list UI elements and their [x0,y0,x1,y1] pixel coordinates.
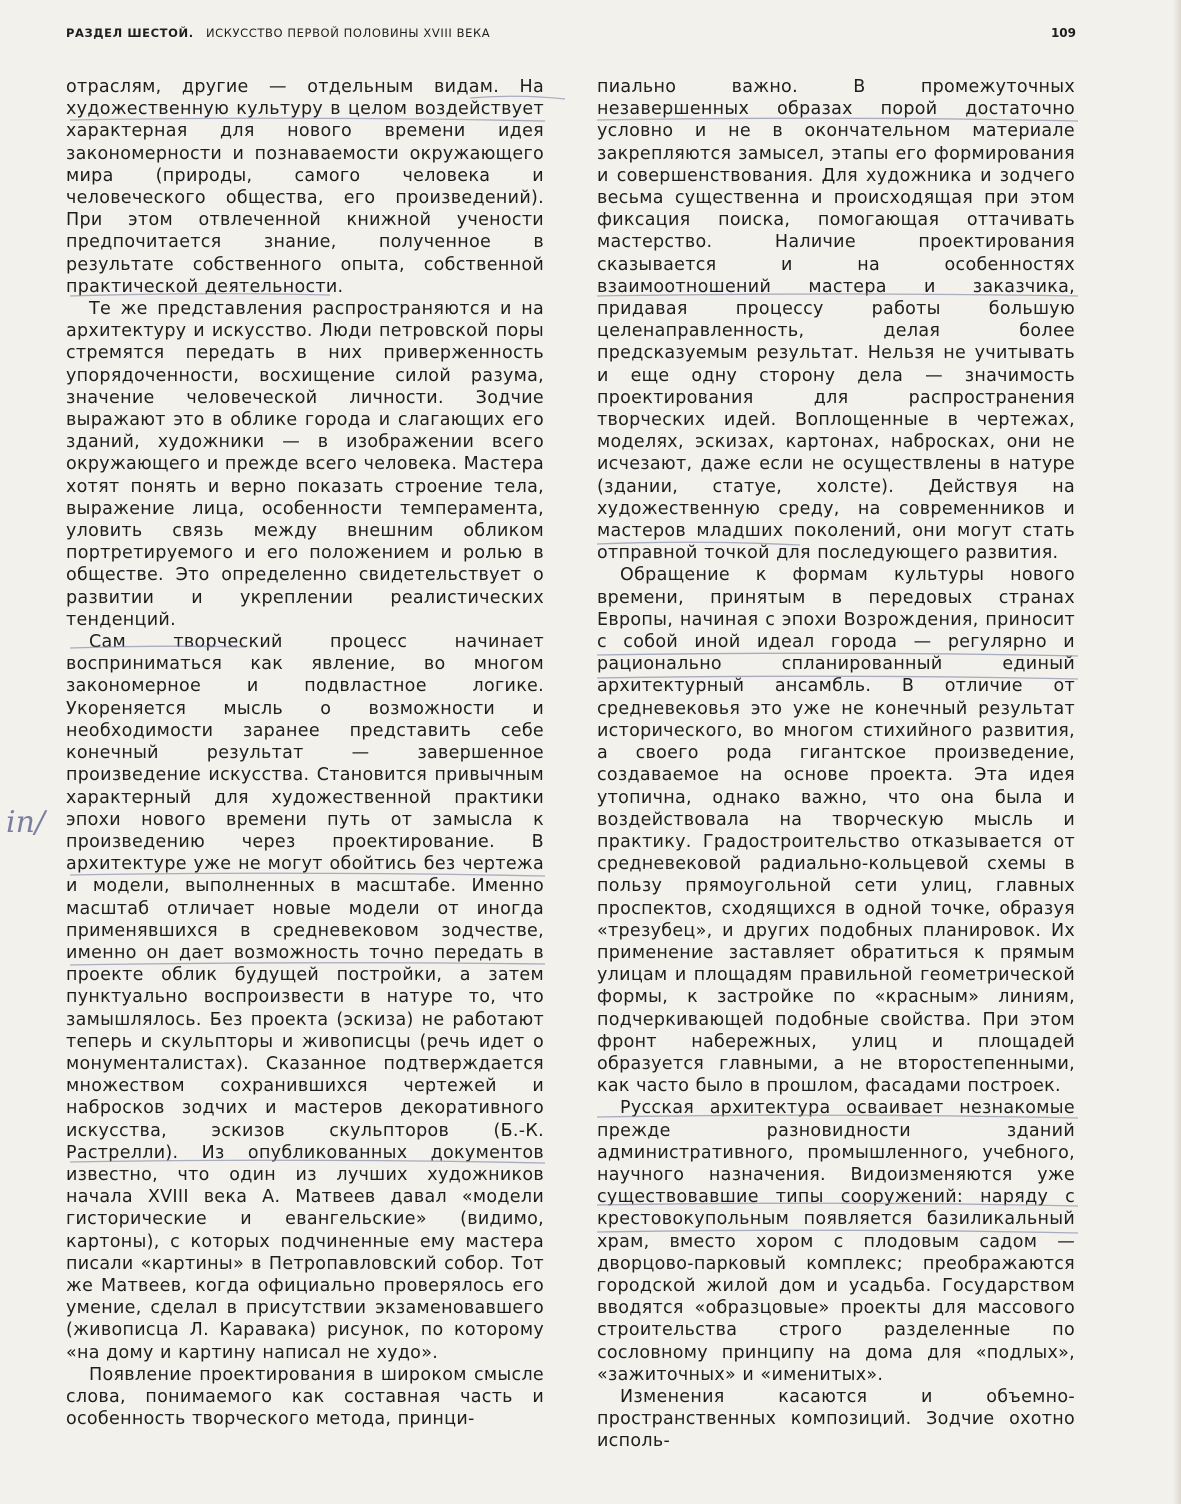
running-head [66,26,1076,50]
paragraph: отраслям, другие — отдельным видам. На художественную культуру в целом воздействует характерная для нового времени идея закономерности и познаваемости окружающего мира (природы, самого человека и человеческого общества, его произведений). При этом отвлеченной книжной учености предпочитается знание, полученное в результате собственного опыта, собственной практической деятельности. [66,77,544,297]
section-label: РАЗДЕЛ ШЕСТОЙ. [66,26,194,40]
right-column [597,76,1075,1453]
paragraph: Появление проектирования в широком смысле слова, понимаемого как составная часть и особенность творческого метода, принци- [66,1364,544,1430]
paragraph: пиально важно. В промежуточных незавершенных образах порой достаточно условно и не в окончательном материале закрепляются замысел, этапы его формирования и совершенствования. Для художника и зодчего весьма существенна и происходящая при этом фиксация поиска, помогающая оттачивать мастерство. Наличие проектирования сказывается и на особенностях взаимоотношений мастера и заказчика, придавая процессу работы большую целенаправленность, делая более предсказуемым результат. Нельзя не учитывать и еще одну сторону дела — значимость проектирования для распространения творческих идей. Воплощенные в чертежах, моделях, эскизах, картонах, набросках, они не исчезают, даже если не осуществлены в натуре (здании, статуе, холсте). Действуя на художественную среду, на современников и мастеров младших поколений, они могут стать отправной точкой для последующего развития. [597,77,1075,564]
handwritten-margin-note: in/ [6,805,46,840]
page-edge-shadow [1173,0,1181,1504]
page-number: 109 [1050,26,1076,40]
chapter-title: ИСКУССТВО ПЕРВОЙ ПОЛОВИНЫ XVIII ВЕКА [205,26,491,40]
paragraph: Русская архитектура осваивает незнакомые прежде разновидности зданий административного, промышленного, учебного, научного назначения. Видоизменяются уже существовавшие типы сооружений: наряду с крестовокупольным появляется базиликальный храм, вместо хором с плодовым садом — дворцово-парковый комплекс; преображаются городской жилой дом и усадьба. Государством вводятся «образцовые» проекты для массового строительства строго разделенные по сословному принципу на дома для «подлых», «зажиточных» и «именитых». [597,1098,1075,1385]
paragraph: Изменения касаются и объемно-пространственных композиций. Зодчие охотно исполь- [597,1386,1075,1452]
paragraph: Обращение к формам культуры нового времени, принятым в передовых странах Европы, начиная с эпохи Возрождения, приносит с собой иной идеал города — регулярно и рационально спланированный единый архитектурный ансамбль. В отличие от средневековья это уже не конечный результат исторического, во многом стихийного развития, а своего рода гигантское произведение, создаваемое на основе проекта. Эта идея утопична, однако важно, что она была и воздействовала на творческую мысль и практику. Градостроительство отказывается от средневековой радиально-кольцевой схемы в пользу прямоугольной сети улиц, главных проспектов, сходящихся в одной точке, образуя «трезубец», и других подобных планировок. Их применение заставляет обратиться к прямым улицам и площадям правильной геометрической формы, к застройке по «красным» линиям, подчеркивающей подобные свойства. При этом фронт набережных, улиц и площадей образуется главными, а не второстепенными, как часто было в прошлом, фасадами построек. [597,565,1075,1097]
left-column [66,76,544,1430]
paragraph: Сам творческий процесс начинает восприниматься как явление, во многом закономерное и подвластное логике. Укореняется мысль о возможности и необходимости заранее представить себе конечный результат — завершенное произведение искусства. Становится привычным характерный для художественной практики эпохи нового времени путь от замысла к произведению через проектирование. В архитектуре уже не могут обойтись без чертежа и модели, выполненных в масштабе. Именно масштаб отличает новые модели от иногда применявшихся в средневековом зодчестве, именно он дает возможность точно передать в проекте облик будущей постройки, а затем пунктуально воспроизвести в натуре то, что замышлялось. Без проекта (эскиза) не работают теперь и скульпторы и живописцы (речь идет о монументалистах). Сказанное подтверждается множеством сохранившихся чертежей и набросков зодчих и мастеров декоративного искусства, эскизов скульпторов (Б.-К. Растрелли). Из опубликованных документов известно, что один из лучших художников начала XVIII века А. Матвеев давал «модели гисторические и евангельские» (видимо, картоны), с которых подчиненные ему мастера писали «картины» в Петропавловский собор. Тот же Матвеев, когда официально проверялось его умение, сделал в присутствии экзаменовавшего (живописца Л. Каравака) рисунок, по которому «на дому и картину написал не худо». [66,632,544,1363]
paragraph: Те же представления распространяются и на архитектуру и искусство. Люди петровской поры стремятся передать в них приверженность упорядоченности, восхищение силой разума, значение человеческой личности. Зодчие выражают это в облике города и слагающих его зданий, художники — в изображении всего окружающего и прежде всего человека. Мастера хотят понять и верно показать строение тела, выражение лица, особенности темперамента, уловить связь между внешним обликом портретируемого и его положением и ролью в обществе. Это определенно свидетельствует о развитии и укреплении реалистических тенденций. [66,299,544,630]
